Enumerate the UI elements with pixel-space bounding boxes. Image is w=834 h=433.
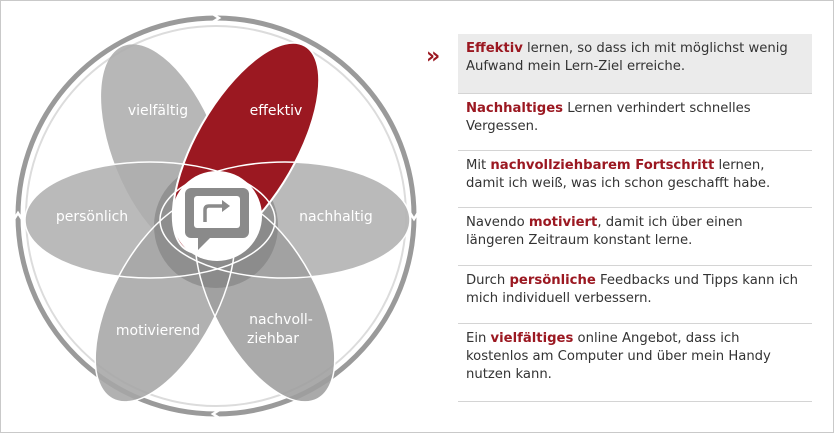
- list-item-nachhaltig[interactable]: [458, 94, 812, 151]
- item-text-pre: Navendo: [466, 215, 529, 230]
- item-text-post: lernen, so dass ich mit möglichst wenig Aufwand mein Lern-Ziel erreiche.: [466, 41, 788, 74]
- label-effektiv: effektiv: [249, 103, 303, 119]
- item-text-post: , damit ich über einen längeren Zeitraum konstant lerne.: [466, 215, 743, 248]
- label-nachvollziehbar-line2: ziehbar: [247, 331, 299, 347]
- list-item-persoenlich[interactable]: [458, 266, 812, 324]
- label-motivierend: motivierend: [115, 323, 201, 339]
- list-item-vielfaeltig[interactable]: [458, 324, 812, 402]
- item-text-post: lernen, damit ich weiß, was ich schon geschafft habe.: [466, 158, 771, 191]
- item-text-pre: Mit: [466, 158, 491, 173]
- item-keyword: Nachhaltiges: [466, 101, 564, 116]
- label-vielfaeltig: vielfältig: [127, 103, 189, 119]
- list-item-nachvollziehbar[interactable]: [458, 151, 812, 208]
- item-text-post: Feedbacks und Tipps kann ich mich individuell verbessern.: [466, 273, 798, 306]
- item-text-pre: Ein: [466, 331, 491, 346]
- label-nachvollziehbar-line1: nachvoll-: [249, 312, 313, 328]
- list-item-motiviert[interactable]: [458, 208, 812, 266]
- item-keyword: motiviert: [528, 215, 598, 230]
- item-keyword: Effektiv: [466, 41, 523, 56]
- active-item-marker-icon: »: [426, 44, 438, 69]
- list-item-effektiv[interactable]: [458, 34, 812, 94]
- item-text-post: online Angebot, dass ich kostenlos am Computer und über mein Handy nutzen kann.: [466, 331, 771, 382]
- item-keyword: vielfältiges: [490, 331, 574, 346]
- item-text-post: Lernen verhindert schnelles Vergessen.: [466, 101, 751, 134]
- item-text-pre: Durch: [466, 273, 510, 288]
- item-keyword: persönliche: [509, 273, 596, 288]
- redirect-arrow-speech-bubble-icon[interactable]: [172, 171, 262, 261]
- label-persoenlich: persönlich: [55, 209, 129, 225]
- description-list: [458, 34, 812, 402]
- label-nachhaltig: nachhaltig: [299, 209, 373, 225]
- item-keyword: nachvollziehbarem Fortschritt: [490, 158, 715, 173]
